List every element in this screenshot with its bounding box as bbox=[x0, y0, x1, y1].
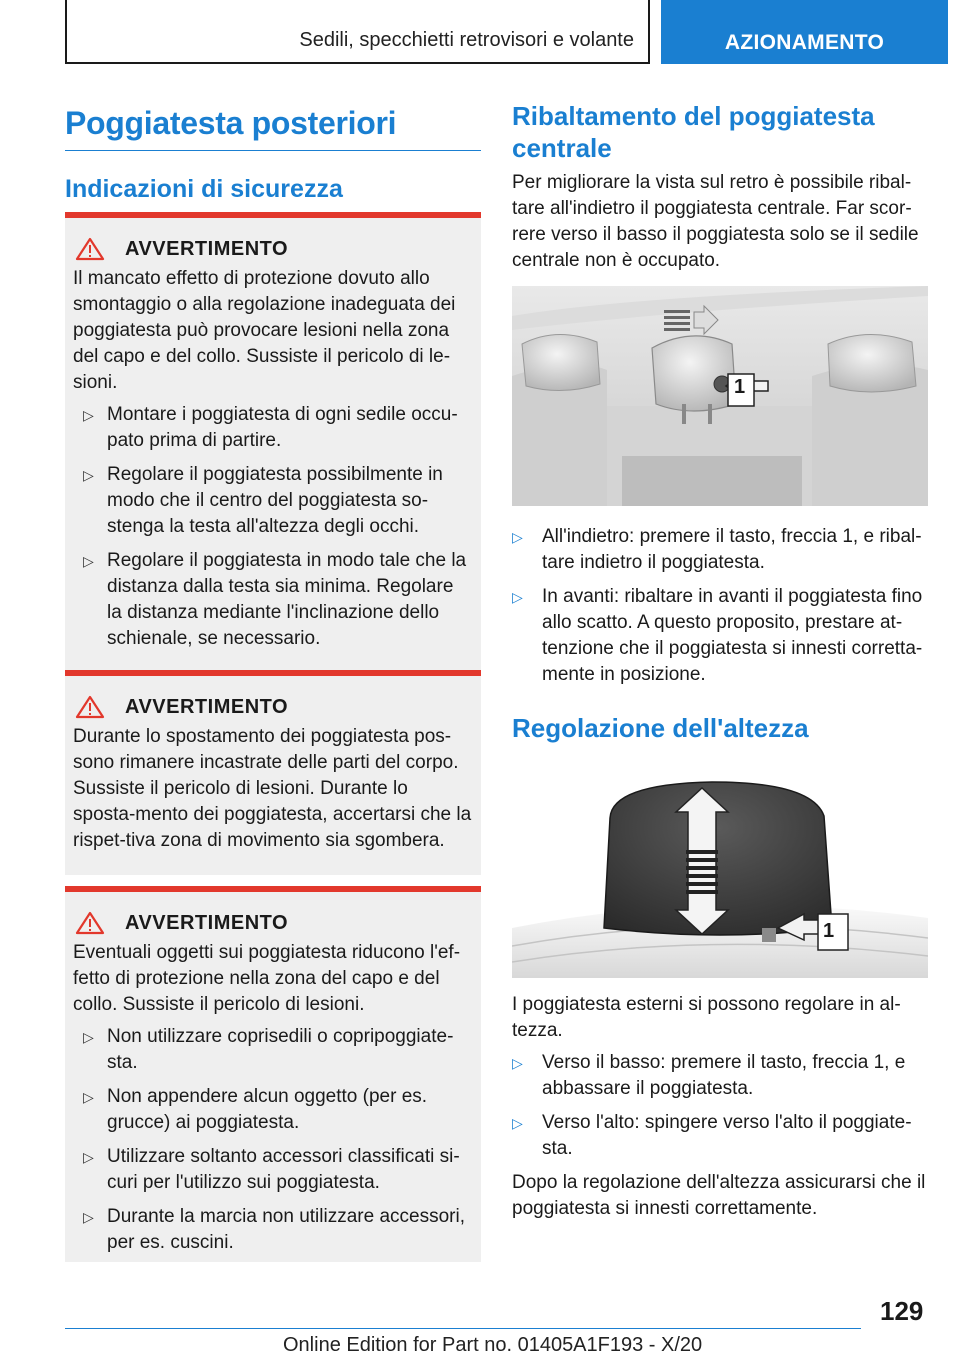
list-item: ▷ Non utilizzare coprisedili o copripoggiate-sta. bbox=[83, 1026, 454, 1073]
triangle-right-icon: ▷ bbox=[512, 589, 523, 605]
header-section-title: Sedili, specchietti retrovisori e volante bbox=[299, 29, 634, 51]
section-title-fold: Ribaltamento del poggiatesta centrale bbox=[512, 101, 875, 163]
warning-text: Durante lo spostamento dei poggiatesta pos-sono rimanere incastrate delle parti del corpo. Sussiste il pericolo di lesioni. Durante lo sposta-mento dei poggiatesta, accertarsi che la rispet-tiva zona di movimento sia sgombera. bbox=[73, 726, 472, 851]
warning-triangle-icon bbox=[75, 694, 115, 720]
warning-text: Eventuali oggetti sui poggiatesta riducono l'ef-fetto di protezione nella zona del capo e del collo. Sussiste il pericolo di lesioni. bbox=[73, 942, 461, 1015]
triangle-right-icon: ▷ bbox=[512, 1055, 523, 1071]
triangle-right-icon: ▷ bbox=[83, 407, 94, 423]
warning-box-3 bbox=[65, 886, 481, 1262]
warning-box-1 bbox=[65, 212, 481, 674]
warning-label: AVVERTIMENTO bbox=[125, 695, 289, 718]
figure-callout-label: 1 bbox=[734, 376, 746, 398]
section-title-height: Regolazione dell'altezza bbox=[512, 713, 809, 743]
list-item: ▷ Verso il basso: premere il tasto, freccia 1, e abbassare il poggiatesta. bbox=[512, 1052, 906, 1099]
figure-center-headrest bbox=[512, 286, 928, 506]
warning-list bbox=[73, 402, 473, 652]
list-item: ▷ Durante la marcia non utilizzare accessori, per es. cuscini. bbox=[83, 1206, 465, 1253]
instructions-list bbox=[512, 524, 928, 688]
triangle-right-icon: ▷ bbox=[83, 1149, 94, 1165]
triangle-right-icon: ▷ bbox=[83, 1209, 94, 1225]
instructions-list bbox=[512, 1050, 928, 1162]
list-item: ▷ Regolare il poggiatesta in modo tale che la distanza dalla testa sia minima. Regolare la distanza mediante l'inclinazione dello schienale, se necessario. bbox=[83, 550, 467, 649]
warning-header bbox=[75, 910, 473, 936]
list-item: ▷ Montare i poggiatesta di ogni sedile occu-pato prima di partire. bbox=[83, 404, 458, 451]
triangle-right-icon: ▷ bbox=[512, 1115, 523, 1131]
warning-triangle-icon bbox=[75, 910, 115, 936]
section-intro: Per migliorare la vista sul retro è possibile ribal-tare all'indietro il poggiatesta centrale. Far scor-rere verso il basso il poggiatesta solo se il sedile centrale non è occupato. bbox=[512, 172, 919, 271]
warning-label: AVVERTIMENTO bbox=[125, 237, 289, 260]
header-tab-label: AZIONAMENTO bbox=[724, 31, 885, 54]
warning-triangle-icon bbox=[75, 236, 115, 262]
triangle-right-icon: ▷ bbox=[83, 553, 94, 569]
warning-header bbox=[75, 694, 473, 720]
list-item: ▷ In avanti: ribaltare in avanti il poggiatesta fino allo scatto. A questo proposito, prestare at-tenzione che il poggiatesta si innesti corretta-mente in posizione. bbox=[512, 586, 923, 685]
list-item: ▷ Utilizzare soltanto accessori classificati si-curi per l'utilizzo sui poggiatesta. bbox=[83, 1146, 460, 1193]
figure-callout-label: 1 bbox=[823, 920, 835, 942]
list-item: ▷ Non appendere alcun oggetto (per es. grucce) ai poggiatesta. bbox=[83, 1086, 428, 1133]
header-chapter-tab bbox=[661, 0, 948, 64]
section-title-safety: Indicazioni di sicurezza bbox=[65, 175, 343, 203]
left-column bbox=[65, 100, 481, 205]
warning-box-2 bbox=[65, 670, 481, 875]
triangle-right-icon: ▷ bbox=[83, 467, 94, 483]
triangle-right-icon: ▷ bbox=[83, 1029, 94, 1045]
right-column-section-1 bbox=[512, 100, 928, 274]
warning-header bbox=[75, 236, 473, 262]
page-number: 129 bbox=[880, 1296, 924, 1326]
footer-edition: Online Edition for Part no. 01405A1F193 - X/20 bbox=[283, 1334, 703, 1356]
triangle-right-icon: ▷ bbox=[83, 1089, 94, 1105]
section-outro: Dopo la regolazione dell'altezza assicurarsi che il poggiatesta si innesti correttamente. bbox=[512, 1172, 926, 1219]
figure-height-adjustment bbox=[512, 778, 928, 978]
warning-list bbox=[73, 1024, 473, 1256]
section-intro: I poggiatesta esterni si possono regolare in al-tezza. bbox=[512, 994, 901, 1041]
list-item: ▷ Verso l'alto: spingere verso l'alto il poggiate-sta. bbox=[512, 1112, 912, 1159]
page-title: Poggiatesta posteriori bbox=[65, 100, 481, 151]
list-item: ▷ Regolare il poggiatesta possibilmente in modo che il centro del poggiatesta so-stenga la testa all'altezza degli occhi. bbox=[83, 464, 443, 537]
right-column-section-1-list bbox=[512, 518, 928, 696]
footer-divider bbox=[65, 1328, 861, 1329]
right-column-section-2 bbox=[512, 712, 928, 744]
right-column-section-2-text bbox=[512, 992, 928, 1222]
triangle-right-icon: ▷ bbox=[512, 529, 523, 545]
list-item: ▷ All'indietro: premere il tasto, freccia 1, e ribal-tare indietro il poggiatesta. bbox=[512, 526, 922, 573]
warning-text: Il mancato effetto di protezione dovuto allo smontaggio o alla regolazione inadeguata dei poggiatesta può provocare lesioni nella zona del capo e del collo. Sussiste il pericolo di le-sioni. bbox=[73, 268, 456, 393]
warning-label: AVVERTIMENTO bbox=[125, 911, 289, 934]
header-box bbox=[65, 0, 650, 64]
